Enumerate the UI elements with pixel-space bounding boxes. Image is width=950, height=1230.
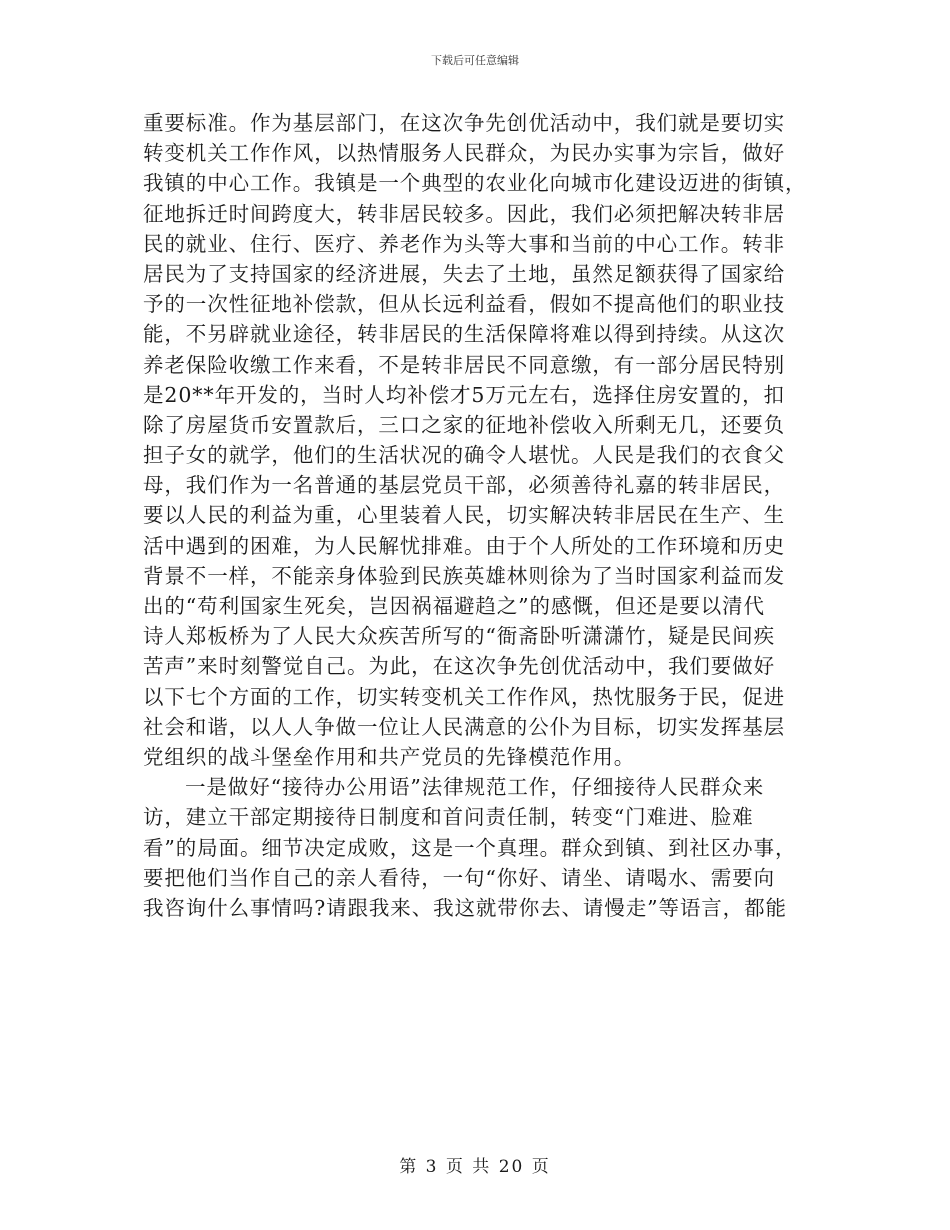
text-line: 民的就业、住行、医疗、养老作为头等大事和当前的中心工作。转非: [143, 231, 785, 256]
paragraph: [143, 772, 807, 923]
text-line: 出的“苟利国家生死矣，岂因祸福避趋之”的感慨，但还是要以清代: [143, 594, 765, 618]
text-line: 苦声”来时刻警觉自己。为此，在这次争先创优活动中，我们要做好: [143, 654, 775, 679]
text-line: 以下七个方面的工作，切实转变机关工作作风，热忱服务于民，促进: [143, 684, 785, 709]
page-number: 第 3 页 共 20 页: [399, 1157, 551, 1177]
text-line: 是20**年开发的，当时人均补偿才5万元左右，选择住房安置的，扣: [143, 382, 785, 407]
page-header: 下载后可任意编辑: [431, 54, 519, 67]
text-line: 母，我们作为一名普通的基层党员干部，必须善待礼嘉的转非居民，: [143, 473, 785, 498]
text-line: 除了房屋货币安置款后，三口之家的征地补偿收入所剩无几，还要负: [143, 412, 785, 437]
text-line: 养老保险收缴工作来看，不是转非居民不同意缴，有一部分居民特别: [143, 352, 785, 377]
text-line: 担子女的就学，他们的生活状况的确令人堪忧。人民是我们的衣食父: [143, 443, 785, 468]
text-line: 居民为了支持国家的经济进展，失去了土地，虽然足额获得了国家给: [143, 261, 785, 286]
text-line: 诗人郑板桥为了人民大众疾苦所写的“衙斋卧听潇潇竹，疑是民间疾: [143, 624, 775, 649]
text-line: 社会和谐，以人人争做一位让人民满意的公仆为目标，切实发挥基层: [143, 714, 785, 739]
text-line: 我咨询什么事情吗?请跟我来、我这就带你去、请慢走”等语言，都能: [143, 895, 787, 920]
text-line: 一是做好“接待办公用语”法律规范工作，仔细接待人民群众来: [185, 775, 765, 800]
text-line: 予的一次性征地补偿款，但从长远利益看，假如不提高他们的职业技: [143, 292, 785, 317]
text-line: 转变机关工作作风，以热情服务人民群众，为民办实事为宗旨，做好: [143, 141, 785, 166]
paragraph: [143, 108, 807, 772]
text-line: 活中遇到的困难，为人民解忧排难。由于个人所处的工作环境和历史: [143, 533, 785, 558]
text-line: 看”的局面。细节决定成败，这是一个真理。群众到镇、到社区办事，: [143, 835, 797, 860]
text-line: 党组织的战斗堡垒作用和共产党员的先锋模范作用。: [143, 744, 636, 769]
text-line: 访，建立干部定期接待日制度和首问责任制，转变“门难进、脸难: [143, 805, 754, 830]
text-line: 我镇的中心工作。我镇是一个典型的农业化向城市化建设迈进的街镇，: [143, 171, 807, 196]
text-line: 征地拆迁时间跨度大，转非居民较多。因此，我们必须把解决转非居: [143, 201, 785, 226]
text-line: 背景不一样，不能亲身体验到民族英雄林则徐为了当时国家利益而发: [143, 563, 785, 588]
text-line: 要以人民的利益为重，心里装着人民，切实解决转非居民在生产、生: [143, 503, 785, 528]
text-line: 能，不另辟就业途径，转非居民的生活保障将难以得到持续。从这次: [143, 322, 785, 347]
text-line: 要把他们当作自己的亲人看待，一句“你好、请坐、请喝水、需要向: [143, 865, 775, 890]
text-line: 重要标准。作为基层部门，在这次争先创优活动中，我们就是要切实: [143, 111, 785, 135]
document-body: [143, 108, 807, 923]
